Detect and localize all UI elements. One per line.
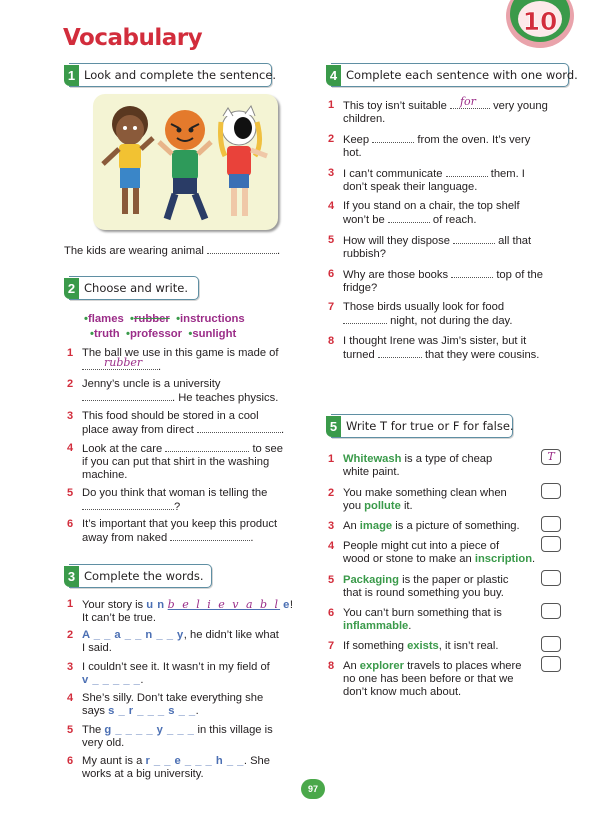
- section-2-header: [69, 276, 199, 300]
- answer-blank[interactable]: [343, 314, 387, 324]
- section-number: 4: [326, 65, 341, 86]
- line: of reach.: [432, 214, 477, 226]
- line: The ball we use in this game is made of: [82, 347, 279, 359]
- line: it.: [403, 500, 413, 512]
- s5-item-2: [343, 487, 507, 513]
- section-instruction: Write T for true or F for false.: [346, 418, 514, 433]
- section-4-header: [329, 63, 578, 87]
- s3-item-3: [82, 661, 270, 687]
- s5-item-7: [343, 640, 498, 653]
- line: Those birds usually look for food: [343, 301, 505, 313]
- line: This toy isn’t suitable: [343, 100, 447, 112]
- s1-sentence-text: The kids are wearing animal: [64, 245, 204, 257]
- line: You make something clean when: [343, 487, 507, 499]
- s2-item-3: This food should be stored in a cool place away from direct .: [82, 410, 285, 436]
- line: from the oven. It’s very: [417, 134, 531, 146]
- item-number: 1: [328, 99, 335, 111]
- line: If something: [343, 640, 404, 652]
- section-instruction: Complete each sentence with one word.: [346, 67, 578, 82]
- line: It’s important that you keep this product: [82, 518, 278, 530]
- line: An: [343, 660, 357, 672]
- line: If you stand on a chair, the top shelf: [343, 200, 520, 212]
- line: away from naked: [82, 532, 168, 544]
- true-false-checkbox[interactable]: [541, 636, 561, 652]
- item-number: 5: [328, 574, 335, 586]
- answer-blank[interactable]: [453, 234, 495, 244]
- true-false-checkbox[interactable]: [541, 570, 561, 586]
- answer-blank[interactable]: [446, 167, 488, 177]
- section-instruction: Look and complete the sentence.: [84, 67, 277, 82]
- line: turned: [343, 349, 375, 361]
- word-pattern[interactable]: v _ _ _ _ _: [82, 674, 141, 686]
- s4-item-7: [343, 301, 512, 328]
- section-number: 3: [64, 566, 79, 587]
- word-bank-item: sunlight: [192, 328, 237, 340]
- s3-item-6: [82, 755, 270, 781]
- true-false-checkbox[interactable]: [541, 536, 561, 552]
- line: machine.: [82, 469, 128, 481]
- answer-blank[interactable]: [450, 95, 490, 109]
- item-number: 3: [328, 167, 335, 179]
- s2-item-5: [82, 487, 267, 514]
- answer-blank[interactable]: [82, 356, 158, 370]
- line: Why are those books: [343, 269, 449, 281]
- key-word: inflammable: [343, 620, 409, 632]
- line: children.: [343, 113, 386, 125]
- item-number: 8: [328, 660, 335, 672]
- line: is a picture of something.: [395, 520, 520, 532]
- answer-blank[interactable]: [207, 244, 277, 254]
- line: in this village is: [197, 724, 273, 736]
- item-number: 6: [328, 607, 335, 619]
- page-title: Vocabulary: [63, 25, 203, 51]
- true-false-checkbox[interactable]: [541, 516, 561, 532]
- item-number: 6: [67, 755, 74, 767]
- s2-item-2: [82, 378, 278, 405]
- line: says: [82, 705, 106, 717]
- line: very young: [493, 100, 548, 112]
- line: don’t speak their language.: [343, 181, 478, 193]
- line: I said.: [82, 642, 112, 654]
- item-number: 2: [67, 378, 74, 390]
- item-number: 2: [328, 487, 335, 499]
- line: fridge?: [343, 282, 378, 294]
- true-false-checkbox[interactable]: [541, 603, 561, 619]
- line: white paint.: [343, 466, 400, 478]
- word-prefix: u n: [146, 599, 165, 611]
- line: all that: [498, 235, 532, 247]
- item-number: 8: [328, 335, 335, 347]
- key-word: Whitewash: [343, 453, 402, 465]
- item-number: 2: [328, 133, 335, 145]
- line: if you can put that shirt in the washing: [82, 456, 270, 468]
- answer-blank[interactable]: [165, 442, 249, 452]
- true-false-checkbox[interactable]: [541, 483, 561, 499]
- item-number: 5: [67, 724, 74, 736]
- item-number: 4: [67, 692, 74, 704]
- word-pattern[interactable]: A _ _ a _ _ n _ _ y: [82, 629, 184, 641]
- line: hot.: [343, 147, 362, 159]
- item-number: 5: [328, 234, 335, 246]
- s2-item-6: It’s important that you keep this product away from naked .: [82, 518, 278, 544]
- line: , it isn’t real.: [438, 640, 499, 652]
- line: !: [289, 599, 294, 611]
- s2-item-4: [82, 442, 283, 482]
- answer-blank[interactable]: [197, 423, 281, 433]
- line: My aunt is a: [82, 755, 143, 767]
- word-bank-item-crossed: rubber: [134, 313, 170, 325]
- handwritten-answer: T: [547, 450, 555, 463]
- s4-item-3: [343, 167, 525, 194]
- answer-blank[interactable]: [451, 268, 493, 278]
- word-bank-item: flames: [87, 313, 124, 325]
- s5-item-8: [343, 660, 521, 699]
- line: is a type of cheap: [404, 453, 493, 465]
- line: that they were cousins.: [424, 349, 540, 361]
- s5-item-6: [343, 607, 502, 633]
- line: very old.: [82, 737, 125, 749]
- section-3-header: [69, 564, 212, 588]
- line: I couldn’t see it. It wasn’t in my field of: [82, 661, 270, 673]
- s1-sentence: The kids are wearing animal .: [64, 245, 281, 257]
- s4-item-6: [343, 268, 543, 295]
- line: works at a big university.: [82, 768, 204, 780]
- s5-item-5: [343, 574, 508, 600]
- section-1-header: [67, 63, 277, 87]
- item-number: 3: [328, 520, 335, 532]
- line: ?: [174, 501, 181, 513]
- line: She’s silly. Don’t take everything she: [82, 692, 264, 704]
- s5-item-4: [343, 540, 535, 566]
- line: . He teaches physics.: [172, 392, 279, 404]
- item-number: 2: [67, 629, 74, 641]
- answer-blank[interactable]: [170, 531, 250, 541]
- item-number: 3: [67, 410, 74, 422]
- s2-item-1: The ball we use in this game is made of rubber .: [82, 347, 279, 373]
- section-5-header: [331, 414, 513, 438]
- line: This food should be stored in a cool: [82, 410, 259, 422]
- kids-masks-illustration: [93, 94, 278, 230]
- line: no one has been before or that we: [343, 673, 514, 685]
- line: to see: [252, 443, 283, 455]
- line: . She: [243, 755, 270, 767]
- handwritten-answer[interactable]: b e l i e v a b l: [167, 598, 281, 611]
- word-bank: •flames •rubber •instructions •truth •professor •sunlight: [84, 313, 245, 340]
- line: won’t be: [343, 214, 385, 226]
- line: I can’t communicate: [343, 168, 443, 180]
- line: you: [343, 500, 362, 512]
- line: The: [82, 724, 102, 736]
- line: .: [532, 553, 536, 565]
- answer-blank[interactable]: [82, 391, 172, 401]
- item-number: 1: [67, 347, 74, 359]
- item-number: 7: [328, 640, 335, 652]
- answer-blank[interactable]: [378, 348, 422, 358]
- s4-item-2: [343, 133, 530, 160]
- answer-blank[interactable]: [82, 500, 174, 510]
- key-word: exists: [407, 640, 439, 652]
- word-suffix: e: [283, 599, 290, 611]
- true-false-checkbox[interactable]: [541, 656, 561, 672]
- line: Do you think that woman is telling the: [82, 487, 268, 499]
- line: An: [343, 520, 357, 532]
- s5-item-3: [343, 520, 520, 533]
- line: People might cut into a piece of: [343, 540, 500, 552]
- line: Jenny’s uncle is a university: [82, 378, 221, 390]
- line: wood or stone to make an: [343, 553, 472, 565]
- item-number: 3: [67, 661, 74, 673]
- answer-blank[interactable]: [388, 213, 430, 223]
- section-number: 2: [64, 278, 79, 299]
- key-word: Packaging: [343, 574, 399, 586]
- line: How will they dispose: [343, 235, 450, 247]
- section-instruction: Choose and write.: [84, 280, 188, 295]
- key-word: pollute: [364, 500, 401, 512]
- s4-item-5: [343, 234, 531, 261]
- word-pattern[interactable]: g _ _ _ _ y _ _ _: [104, 724, 195, 736]
- key-word: inscription: [474, 553, 533, 565]
- line: It can’t be true.: [82, 612, 157, 624]
- s5-item-1: [343, 453, 492, 479]
- item-number: 6: [328, 268, 335, 280]
- page-number: 97: [301, 779, 325, 799]
- s3-item-1: [82, 598, 293, 625]
- key-word: explorer: [359, 660, 404, 672]
- item-number: 5: [67, 487, 74, 499]
- line: Keep: [343, 134, 370, 146]
- line: Look at the care: [82, 443, 163, 455]
- section-number: 1: [64, 65, 79, 86]
- line: top of the: [496, 269, 543, 281]
- handwritten-answer: for: [459, 95, 476, 108]
- s3-item-2: [82, 629, 279, 655]
- word-bank-item: professor: [129, 328, 183, 340]
- line: Your story is: [82, 599, 144, 611]
- handwritten-answer: rubber: [104, 356, 143, 369]
- item-number: 4: [67, 442, 74, 454]
- s3-item-5: [82, 724, 273, 750]
- line: You can’t burn something that is: [343, 607, 502, 619]
- s4-item-8: [343, 335, 539, 362]
- s3-item-4: [82, 692, 263, 718]
- unit-number: 10: [522, 7, 558, 36]
- word-bank-item: truth: [93, 328, 120, 340]
- word-pattern[interactable]: r _ _ e _ _ _ h _ _: [145, 755, 244, 767]
- line: that is round something you buy.: [343, 587, 504, 599]
- line: .: [408, 620, 412, 632]
- line: , he didn’t like what: [183, 629, 279, 641]
- item-number: 4: [328, 540, 335, 552]
- answer-blank[interactable]: [372, 133, 414, 143]
- s4-item-4: [343, 200, 520, 227]
- line: them. I: [490, 168, 525, 180]
- line: place away from direct: [82, 424, 194, 436]
- section-instruction: Complete the words.: [84, 568, 204, 583]
- line: is the paper or plastic: [402, 574, 509, 586]
- word-pattern[interactable]: s _ r _ _ _ s _ _: [108, 705, 196, 717]
- line: don’t know much about.: [343, 686, 462, 698]
- item-number: 4: [328, 200, 335, 212]
- item-number: 7: [328, 301, 335, 313]
- line: I thought Irene was Jim’s sister, but it: [343, 335, 527, 347]
- unit-badge: [505, 0, 575, 48]
- key-word: image: [359, 520, 393, 532]
- item-number: 1: [328, 453, 335, 465]
- line: night, not during the day.: [390, 315, 513, 327]
- line: .: [195, 705, 199, 717]
- line: rubbish?: [343, 248, 386, 260]
- s4-item-1: [343, 95, 548, 126]
- line: .: [140, 674, 144, 686]
- section-number: 5: [326, 416, 341, 437]
- true-false-checkbox[interactable]: [541, 449, 561, 465]
- item-number: 1: [67, 598, 74, 610]
- line: travels to places where: [407, 660, 522, 672]
- item-number: 6: [67, 518, 74, 530]
- word-bank-item: instructions: [180, 313, 245, 325]
